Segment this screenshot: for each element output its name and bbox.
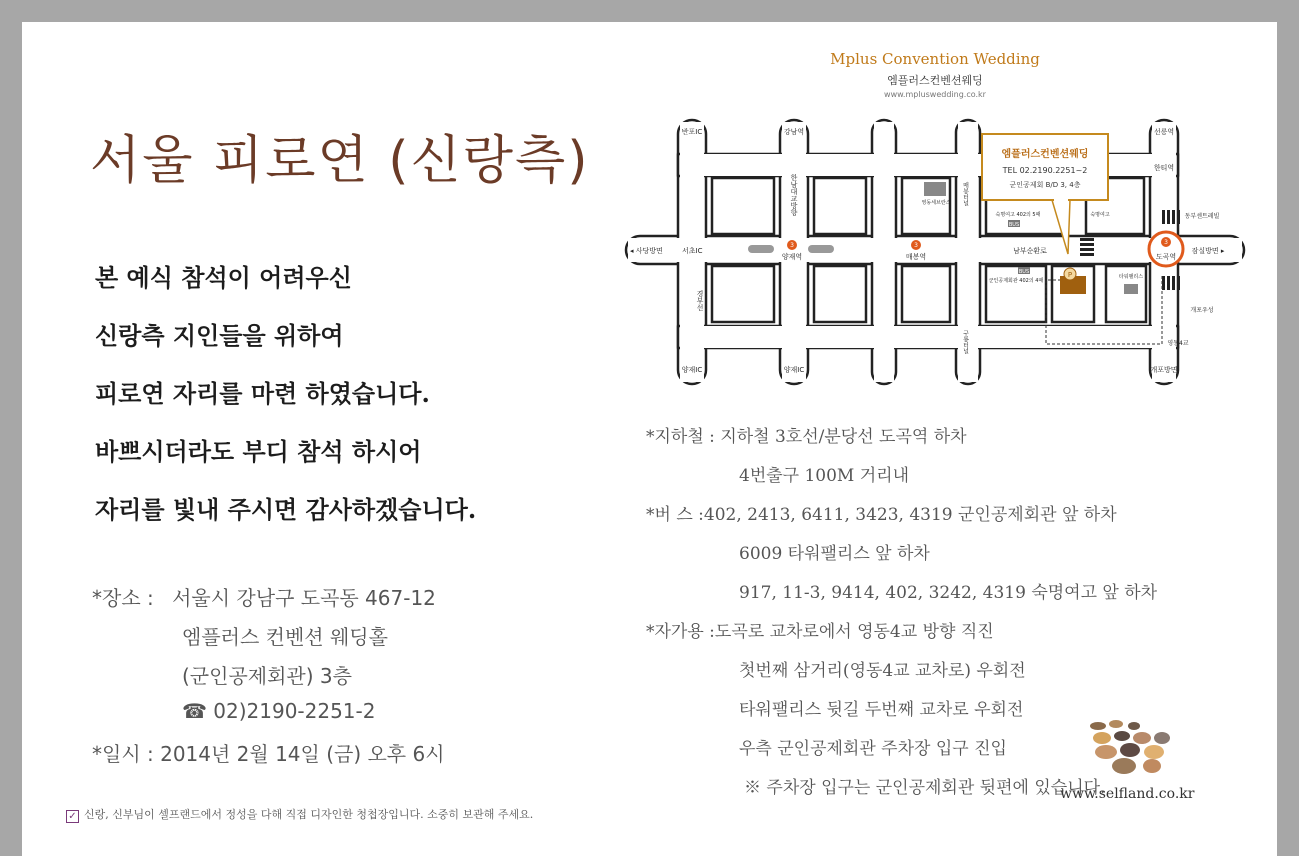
car-line-3: 타워팰리스 뒷길 두번째 교차로 우회전 (739, 700, 1024, 720)
median (748, 245, 774, 253)
message-line: 신랑측 지인들을 위하여 (95, 321, 344, 350)
svg-text:◂ 사당방면: ◂ 사당방면 (630, 247, 663, 255)
svg-text:서초IC: 서초IC (682, 247, 703, 255)
svg-text:숙명여고 402의 5때: 숙명여고 402의 5때 (995, 212, 1041, 218)
svg-text:TEL 02.2190.2251~2: TEL 02.2190.2251~2 (1002, 166, 1088, 175)
footer-note-text: 신랑, 신부님이 셀프랜드에서 정성을 다해 직접 디자인한 청첩장입니다. 소중히 보관해 주세요. (84, 808, 534, 821)
venue-phone: ☎ 02)2190-2251-2 (182, 699, 376, 723)
venue-building: (군인공제회관) 3층 (182, 664, 352, 688)
place-label: *장소 : (92, 586, 154, 610)
car-line-5: ※ 주차장 입구는 군인공제회관 뒷편에 있습니다. (744, 778, 1106, 798)
car-line-1: 도곡로 교차로에서 영동4교 방향 직진 (714, 622, 994, 642)
event-datetime: *일시 : 2014년 2월 14일 (금) 오후 6시 (92, 742, 445, 766)
svg-text:3: 3 (1164, 239, 1168, 246)
bus-label: *버 스 : (646, 505, 704, 525)
subway-line-1: 지하철 3호선/분당선 도곡역 하차 (720, 427, 967, 447)
svg-text:양재IC: 양재IC (783, 366, 805, 374)
svg-text:개포방면: 개포방면 (1150, 366, 1178, 374)
svg-text:3: 3 (790, 242, 794, 249)
svg-text:양재IC: 양재IC (681, 366, 703, 374)
brand-name-en: Mplus Convention Wedding (830, 50, 1040, 68)
car-line-4: 우측 군인공제회관 주차장 입구 진입 (739, 739, 1007, 759)
car-label: *자가용 : (646, 622, 715, 642)
svg-text:강남역: 강남역 (783, 128, 805, 136)
bus-line-1: 402, 2413, 6411, 3423, 4319 군인공제회관 앞 하차 (703, 505, 1117, 525)
subway-label: *지하철 : (646, 427, 715, 447)
footer-note (66, 806, 533, 823)
brand-name-ko: 엠플러스컨벤션웨딩 (887, 74, 983, 87)
svg-text:구룡터널: 구룡터널 (961, 330, 969, 354)
svg-text:BUS: BUS (1018, 269, 1030, 275)
svg-text:군인공제회관 402의 4때: 군인공제회관 402의 4때 (988, 278, 1044, 284)
message-line: 자리를 빛내 주시면 감사하겠습니다. (95, 495, 477, 524)
message-line: 피로연 자리를 마련 하였습니다. (95, 379, 430, 408)
svg-text:영동4교: 영동4교 (1167, 340, 1189, 347)
bus-line-3: 917, 11-3, 9414, 402, 3242, 4319 숙명여고 앞 하차 (739, 583, 1158, 603)
subway-line-2: 4번출구 100M 거리내 (739, 466, 910, 486)
bus-line-2: 6009 타워팰리스 앞 하차 (739, 544, 930, 564)
svg-text:남부순환로: 남부순환로 (1013, 247, 1047, 255)
svg-text:선릉역: 선릉역 (1153, 128, 1175, 136)
svg-text:군인공제회 B/D 3, 4층: 군인공제회 B/D 3, 4층 (1009, 181, 1081, 189)
svg-text:한남대교방향: 한남대교방향 (790, 174, 798, 216)
svg-text:한티역: 한티역 (1153, 164, 1175, 172)
svg-text:잠실방면 ▸: 잠실방면 ▸ (1191, 247, 1225, 255)
page-title: 서울 피로연 (신랑측) (90, 131, 590, 191)
invitation-message (95, 258, 565, 548)
svg-text:매봉역: 매봉역 (905, 253, 927, 261)
block (712, 266, 774, 322)
svg-text:3: 3 (914, 242, 918, 249)
svg-text:도곡역: 도곡역 (1155, 253, 1177, 261)
brand-url: www.mpluswedding.co.kr (884, 90, 986, 99)
building-yeongdong (924, 182, 946, 196)
svg-text:양재역: 양재역 (781, 253, 803, 261)
venue-address: 서울시 강남구 도곡동 467-12 (172, 586, 436, 610)
location-map (622, 112, 1252, 392)
logo-url: www.selfland.co.kr (1060, 786, 1195, 802)
block (712, 178, 774, 234)
block (814, 266, 866, 322)
svg-text:반포IC: 반포IC (681, 128, 703, 136)
svg-text:엠플러스컨벤션웨딩: 엠플러스컨벤션웨딩 (1001, 149, 1089, 160)
message-line: 바쁘시더라도 부디 참석 하시어 (95, 437, 422, 466)
svg-text:경부선: 경부선 (696, 290, 704, 311)
message-line: 본 예식 참석이 어려우신 (95, 263, 352, 292)
svg-text:개포우성: 개포우성 (1190, 307, 1214, 314)
selfland-logo (1058, 716, 1198, 786)
svg-text:BUS: BUS (1008, 222, 1020, 228)
block (986, 266, 1046, 322)
svg-text:동부센트레빌: 동부센트레빌 (1184, 213, 1220, 220)
block (902, 266, 950, 322)
venue-name: 엠플러스 컨벤션 웨딩홀 (182, 625, 388, 649)
median (808, 245, 834, 253)
svg-text:영동세브란스: 영동세브란스 (921, 200, 951, 206)
car-line-2: 첫번째 삼거리(영동4교 교차로) 우회전 (739, 661, 1026, 681)
svg-text:매봉터널: 매봉터널 (961, 182, 969, 206)
brand-header (820, 50, 1050, 99)
venue-info (92, 582, 632, 777)
svg-text:숙명여고: 숙명여고 (1090, 212, 1110, 218)
svg-text:P: P (1067, 271, 1073, 279)
building-tower (1124, 284, 1138, 294)
checkbox-icon: ✓ (66, 810, 79, 823)
svg-text:타워팰리스: 타워팰리스 (1118, 274, 1144, 280)
block (814, 178, 866, 234)
